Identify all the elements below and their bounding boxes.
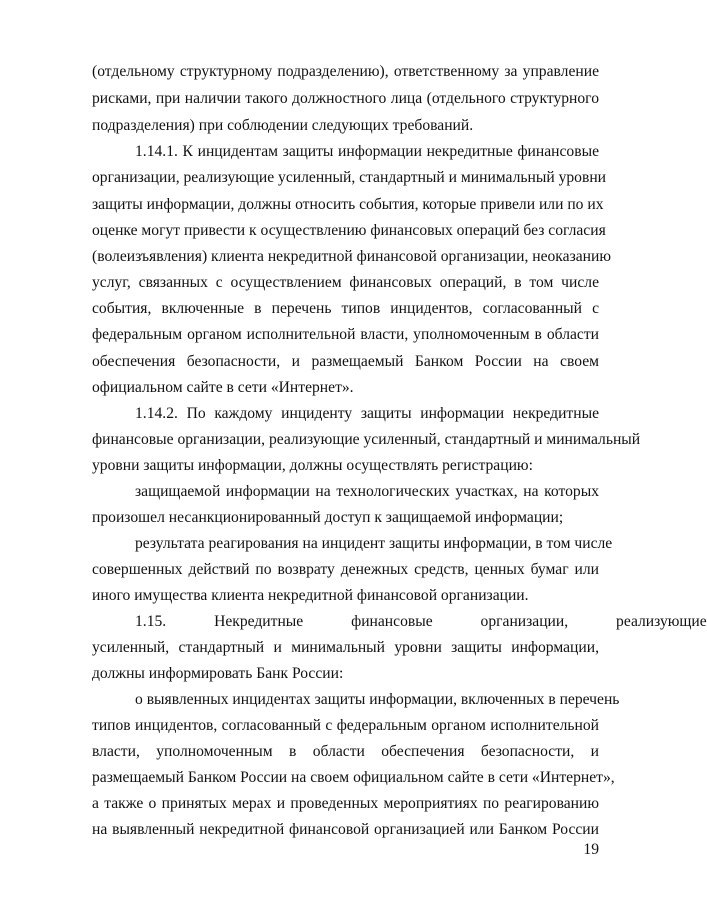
text-line: иного имущества клиента некредитной финансовой организации.	[92, 587, 529, 604]
text-line: подразделения) при соблюдении следующих требований.	[92, 117, 474, 134]
text-line: финансовые организации, реализующие усиленный, стандартный и минимальный	[92, 431, 641, 448]
text-line: усиленный, стандартный и минимальный уровни защиты информации,	[92, 639, 599, 656]
text-line: уровни защиты информации, должны осуществлять регистрацию:	[92, 457, 533, 474]
text-line: защищаемой информации на технологических участках, на которых	[135, 483, 599, 500]
text-line: 1.14.1. К инцидентам защиты информации некредитные финансовые	[135, 143, 599, 160]
text-line: на выявленный некредитной финансовой организацией или Банком России	[92, 821, 599, 838]
text-line: (волеизъявления) клиента некредитной финансовой организации, неоказанию	[92, 248, 611, 265]
text-line: власти, уполномоченным в области обеспечения безопасности, и	[92, 743, 599, 760]
text-line: а также о принятых мерах и проведенных мероприятиях по реагированию	[92, 795, 599, 812]
text-line: рисками, при наличии такого должностного лица (отдельного структурного	[92, 90, 599, 107]
text-line: оценке могут привести к осуществлению финансовых операций без согласия	[92, 222, 606, 239]
text-line: 1.14.2. По каждому инциденту защиты информации некредитные	[135, 405, 599, 422]
text-line: организации, реализующие усиленный, стандартный и минимальный уровни	[92, 169, 607, 186]
text-line: типов инцидентов, согласованный с федеральным органом исполнительной	[92, 717, 599, 734]
text-line: произошел несанкционированный доступ к защищаемой информации;	[92, 509, 564, 526]
text-line: (отдельному структурному подразделению), ответственному за управление	[92, 63, 599, 80]
text-line: должны информировать Банк России:	[92, 665, 344, 682]
text-line: обеспечения безопасности, и размещаемый Банком России на своем	[92, 353, 599, 370]
text-line: федеральным органом исполнительной власти, уполномоченным в области	[92, 326, 599, 343]
page-number: 19	[583, 841, 599, 858]
text-line: результата реагирования на инцидент защиты информации, в том числе	[135, 535, 613, 552]
text-line: защиты информации, должны относить события, которые привели или по их	[92, 196, 604, 213]
text-line: о выявленных инцидентах защиты информации, включенных в перечень	[135, 691, 620, 708]
text-line: совершенных действий по возврату денежных средств, ценных бумаг или	[92, 561, 599, 578]
text-line: размещаемый Банком России на своем официальном сайте в сети «Интернет»,	[92, 769, 615, 786]
text-line: события, включенные в перечень типов инцидентов, согласованный с	[92, 300, 599, 317]
text-line: услуг, связанных с осуществлением финансовых операций, в том числе	[92, 274, 599, 291]
text-line: 1.15. Некредитные финансовые организации, реализующие	[135, 613, 707, 630]
text-line: официальном сайте в сети «Интернет».	[92, 379, 354, 396]
